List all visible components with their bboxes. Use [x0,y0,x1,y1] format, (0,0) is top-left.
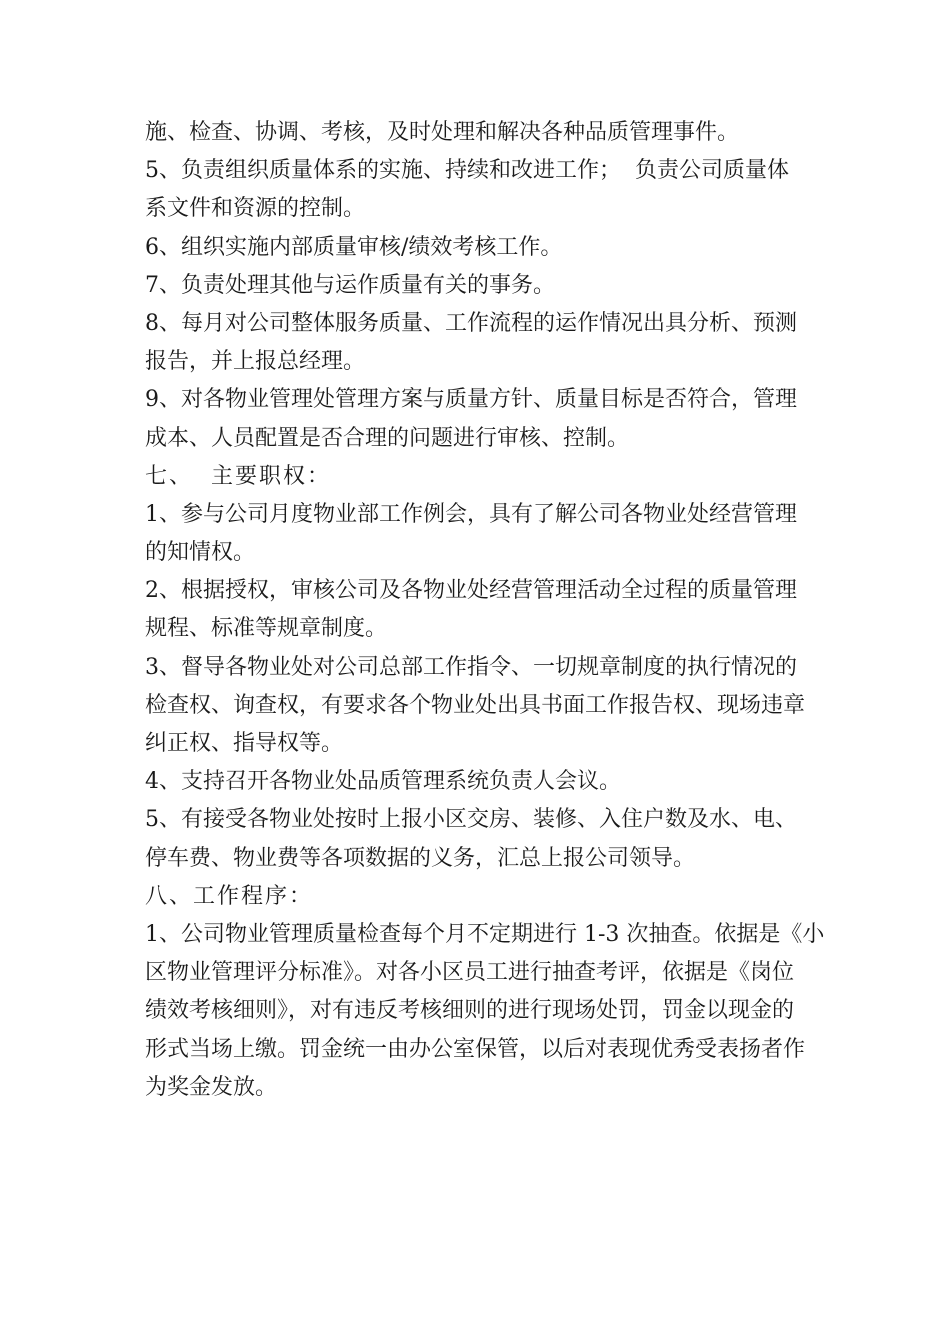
text-line: 区物业管理评分标准》。对各小区员工进行抽查考评，依据是《岗位 [145,960,795,986]
text-line: 3、督导各物业处对公司总部工作指令、一切规章制度的执行情况的 [145,654,797,680]
section-heading-seven: 七、 主要职权： [145,463,331,489]
text-line: 绩效考核细则》，对有违反考核细则的进行现场处罚，罚金以现金的 [145,998,795,1024]
document-body [145,114,825,1107]
text-line: 2、根据授权，审核公司及各物业处经营管理活动全过程的质量管理 [145,578,797,604]
text-line: 5、负责组织质量体系的实施、持续和改进工作； 负责公司质量体 [145,158,789,184]
text-line: 报告，并上报总经理。 [145,349,366,375]
text-line: 纠正权、指导权等。 [145,731,344,756]
text-line: 4、支持召开各物业处品质管理系统负责人会议。 [145,769,621,795]
text-line: 9、对各物业管理处管理方案与质量方针、质量目标是否符合，管理 [145,387,797,413]
text-line: 系文件和资源的控制。 [145,196,366,222]
text-line: 为奖金发放。 [145,1074,278,1100]
text-line: 6、组织实施内部质量审核/绩效考核工作。 [145,234,563,260]
text-line: 7、负责处理其他与运作质量有关的事务。 [145,272,555,298]
text-line: 停车费、物业费等各项数据的义务，汇总上报公司领导。 [145,845,696,871]
text-line: 8、每月对公司整体服务质量、工作流程的运作情况出具分析、预测 [145,310,797,336]
section-heading-eight: 八、工作程序： [145,883,314,909]
text-line: 1、公司物业管理质量检查每个月不定期进行 1-3 次抽查。依据是《小 [145,921,825,947]
text-line: 1、参与公司月度物业部工作例会，具有了解公司各物业处经营管理 [145,501,797,527]
text-line: 检查权、询查权，有要求各个物业处出具书面工作报告权、现场违章 [145,692,806,718]
text-line: 成本、人员配置是否合理的问题进行审核、控制。 [145,425,630,451]
text-line: 规程、标准等规章制度。 [145,616,388,642]
text-line: 形式当场上缴。罚金统一由办公室保管，以后对表现优秀受表扬者作 [145,1036,806,1062]
text-line: 的知情权。 [145,540,256,566]
text-line: 5、有接受各物业处按时上报小区交房、装修、入住户数及水、电、 [145,807,797,833]
text-line: 施、检查、协调、考核，及时处理和解决各种品质管理事件。 [145,120,740,145]
